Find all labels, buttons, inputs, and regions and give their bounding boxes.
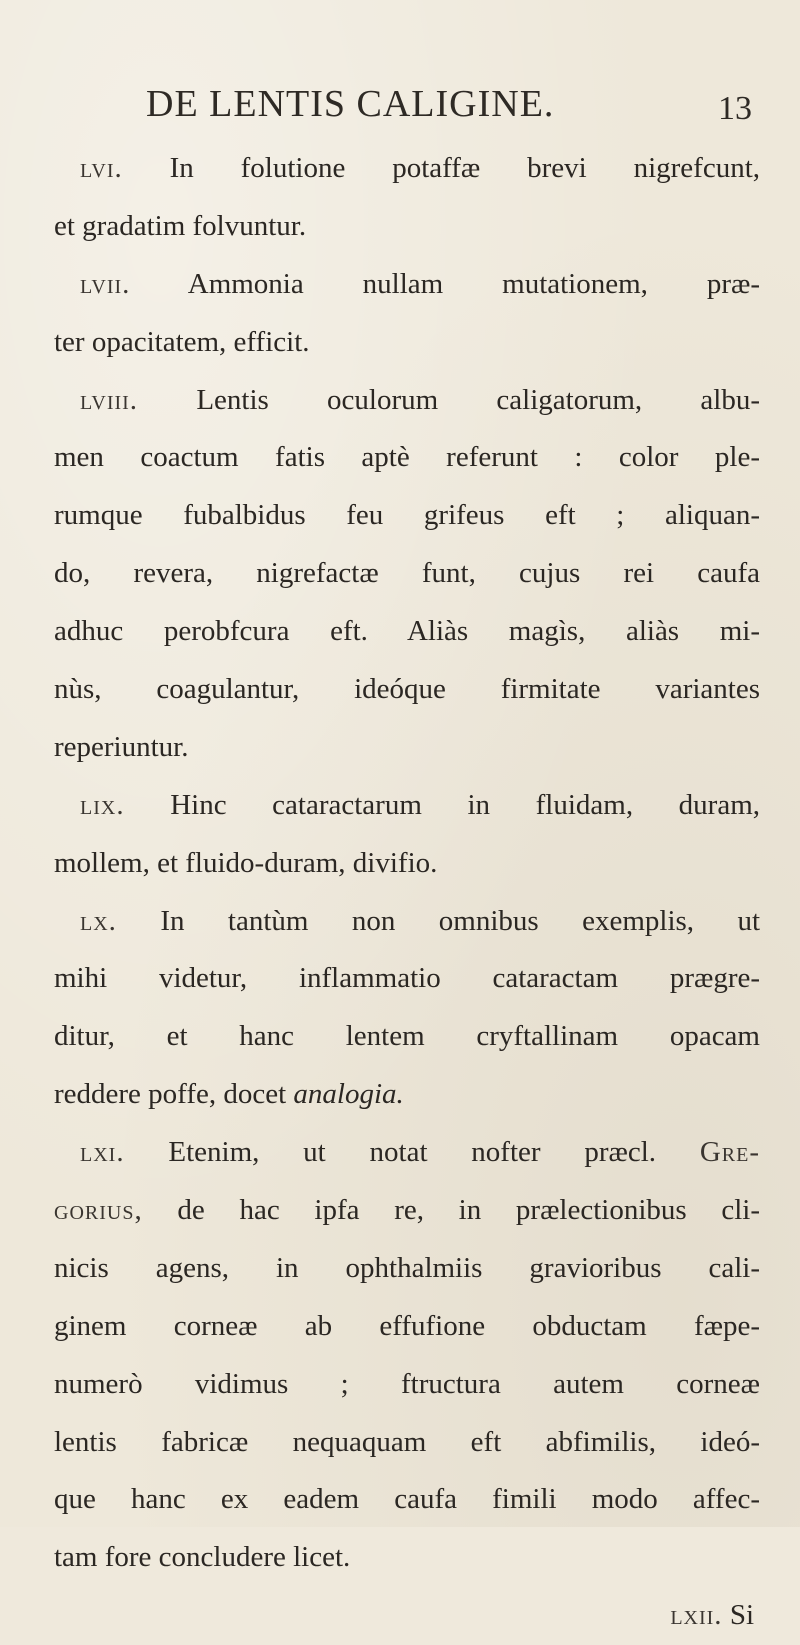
paragraph-lxi-line-1 [54,1124,760,1182]
paragraph-lx-line-3: ditur, et hanc lentem cryftallinam opacam [54,1020,760,1053]
text-line: In folutione potaffæ brevi nigrefcunt, [169,152,760,184]
paragraph-lxi-line-2 [54,1182,760,1240]
catchword [54,1587,760,1645]
text-line: Lentis oculorum caligatorum, albu- [196,383,761,416]
body-text [54,140,760,1645]
paragraph-number: lix. [80,788,125,821]
running-head: DE LENTIS CALIGINE. [146,83,555,125]
author-name: gorius, [54,1194,143,1227]
paragraph-lviii-line-3: rumque fubalbidus feu grifeus eft ; aliquan- [54,499,760,532]
paragraph-lx-line-1 [54,893,760,951]
paragraph-lvii-line-1 [54,256,760,314]
paragraph-lxi-line-3: nicis agens, in ophthalmiis gravioribus cali- [54,1251,760,1284]
paragraph-lvi-line-2: et gradatim folvuntur. [54,209,307,242]
paragraph-lxi-line-7: que hanc ex eadem caufa fimili modo affec- [54,1483,760,1516]
paragraph-lviii-line-2: men coactum fatis aptè referunt : color ple- [54,441,760,474]
text-line: Ammonia nullam mutationem, præ- [187,267,761,300]
paragraph-lviii-line-7: reperiuntur. [54,730,189,763]
paragraph-lx-line-4 [54,1066,760,1124]
paragraph-lxi-line-6: lentis fabricæ nequaquam eft abfimilis, ideó- [54,1425,760,1458]
author-name: Gre- [699,1136,760,1169]
paragraph-number: lvi. [80,152,123,184]
paragraph-lxi-line-5: numerò vidimus ; ftructura autem corneæ [54,1367,760,1400]
text-line: Etenim, ut notat nofter præcl. [168,1136,657,1169]
page-number: 13 [718,90,752,127]
paragraph-lviii-line-6: nùs, coagulantur, ideóque firmitate variantes [54,673,760,706]
paragraph-lix-line-2: mollem, et fluido-duram, divifio. [54,846,438,879]
paragraph-lxi-line-4: ginem corneæ ab effufione obductam fæpe- [54,1309,760,1342]
paragraph-number: lvii. [80,267,131,300]
paragraph-number: lviii. [80,383,139,416]
paragraph-lvii-line-2: ter opacitatem, efficit. [54,325,310,358]
paragraph-lviii-line-5: adhuc perobfcura eft. Aliàs magìs, aliàs mi- [54,615,760,648]
page-header [0,82,800,132]
paragraph-lvi-line-1 [54,140,760,198]
text-line: Hinc cataractarum in fluidam, duram, [170,788,761,821]
paragraph-lviii-line-4: do, revera, nigrefactæ funt, cujus rei caufa [54,557,760,590]
catchword-text: Si [729,1599,754,1632]
paragraph-lx-line-2: mihi videtur, inflammatio cataractam prægre- [54,962,760,995]
paragraph-lix-line-1 [54,777,760,835]
text-line: reddere poffe, docet [54,1078,287,1111]
paragraph-lxi-line-8: tam fore concludere licet. [54,1541,351,1574]
text-line: In tantùm non omnibus exemplis, ut [160,904,761,937]
paragraph-lviii-line-1 [54,372,760,430]
paragraph-number: lxi. [80,1136,125,1169]
paragraph-number: lx. [80,904,117,937]
paragraph-number: lxii. [670,1599,723,1632]
italic-word: analogia. [293,1078,404,1111]
text-line: de hac ipfa re, in prælectionibus cli- [177,1194,761,1227]
